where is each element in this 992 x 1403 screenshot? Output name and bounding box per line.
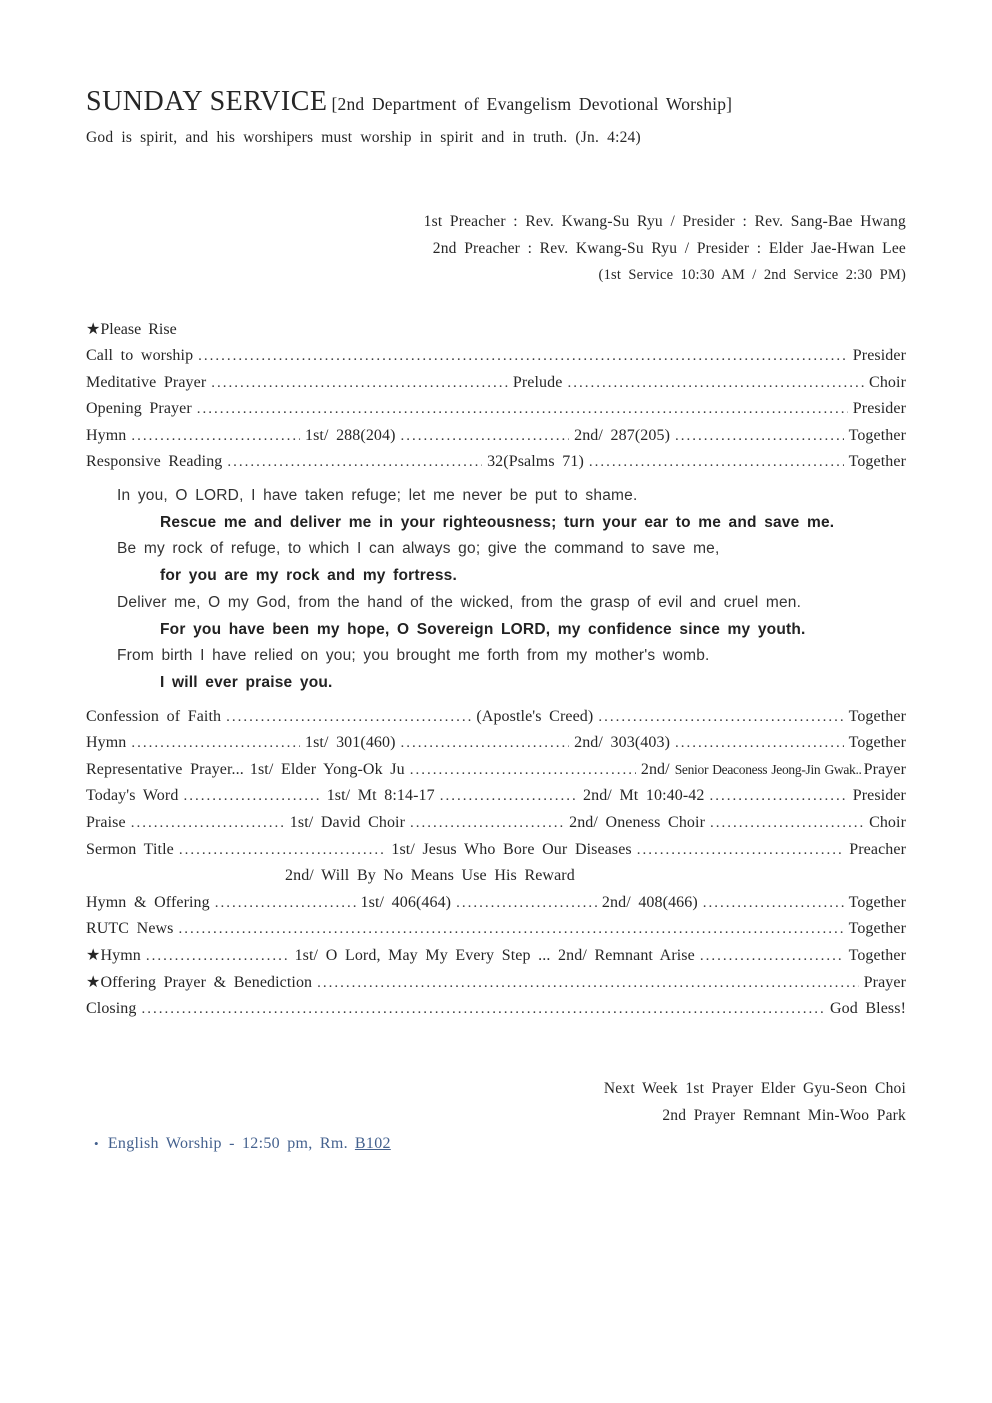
dotted-leader [710,783,848,810]
order-rows-1 [86,343,906,476]
row-representative-prayer-text: Senior Deaconess Jeong-Jin Gwak.. [674,761,862,777]
dotted-leader [226,704,471,731]
row-rutc-news [86,916,906,943]
responsive-reading-line: Be my rock of refuge, to which I can always go; give the command to save me, [117,540,720,558]
row-hymn-2-text: 2nd/ 303(403) [574,734,671,752]
row-meditative-prayer-text: Choir [869,373,906,391]
dotted-leader [637,837,845,864]
row-offering-prayer-benediction [86,970,906,997]
row-hymn-1-text: Hymn [86,426,127,444]
next-week-prayer-2: 2nd Prayer Remnant Min-Woo Park [662,1106,906,1124]
row-representative-prayer-text: 1st/ Elder Yong-Ok Ju [249,760,405,778]
row-rutc-news-text: Together [848,920,906,938]
english-worship-room: B102 [354,1135,391,1153]
row-meditative-prayer-text: Prelude [512,373,563,391]
row-closing-text: God Bless! [829,1000,906,1018]
page-title-bracket: [2nd Department of Evangelism Devotional Worship] [331,94,733,114]
row-hymn-2-text: Hymn [86,734,127,752]
responsive-reading-line: Rescue me and deliver me in your righteousness; turn your ear to me and save me. [160,513,835,531]
row-call-to-worship-text: Call to worship [86,347,194,365]
row-hymn-offering-text: 1st/ 406(464) [360,893,452,911]
dotted-leader [142,996,825,1023]
page-title: SUNDAY SERVICE [86,86,328,117]
dotted-leader [198,343,848,370]
row-opening-prayer-text: Presider [852,400,906,418]
preacher-line-1: 1st Preacher : Rev. Kwang-Su Ryu / Presider : Rev. Sang-Bae Hwang [423,213,906,230]
responsive-reading-block [86,483,906,697]
row-responsive-reading-text: Together [848,453,906,471]
row-praise-text: Choir [869,814,907,832]
row-call-to-worship [86,343,906,370]
row-meditative-prayer-text: Meditative Prayer [86,373,207,391]
preacher-line-2: 2nd Preacher : Rev. Kwang-Su Ryu / Presider : Elder Jae-Hwan Lee [432,239,906,257]
header [86,0,906,150]
row-meditative-prayer [86,370,906,397]
row-sermon-title-2 [86,863,906,890]
row-opening-prayer [86,396,906,423]
row-hymn-2-text: Together [848,734,907,752]
row-sermon-title-1 [86,837,906,864]
row-opening-prayer-text: Opening Prayer [86,400,192,418]
dotted-leader [440,783,578,810]
row-confession-of-faith [86,704,906,731]
row-representative-prayer-text: Prayer [863,760,906,778]
row-responsive-reading-text: Responsive Reading [86,453,223,471]
bulletin-content [86,0,906,1158]
row-todays-word-text: 1st/ Mt 8:14-17 [326,787,435,805]
row-todays-word [86,783,906,810]
row-praise-text: 1st/ David Choir [289,814,406,832]
order-of-service-1 [86,317,906,477]
dotted-leader [589,449,844,476]
row-sermon-title-2-text: 2nd/ Will By No Means Use His Reward [285,867,575,885]
dotted-leader [227,449,482,476]
row-confession-of-faith-text: Together [848,707,907,725]
dotted-leader [675,423,844,450]
dotted-leader [131,423,300,450]
row-rutc-news-text: RUTC News [86,920,174,938]
dotted-leader [183,783,321,810]
row-offering-prayer-benediction-text: Prayer [863,973,906,991]
preacher-block [86,209,906,289]
responsive-reading-line: for you are my rock and my fortress. [160,567,457,585]
order-of-service-2 [86,704,906,1023]
english-worship-label: English Worship - 12:50 pm, Rm. [107,1135,348,1153]
row-representative-prayer-text: Representative Prayer... [86,760,244,778]
dotted-leader [317,970,858,997]
dotted-leader [131,810,285,837]
dotted-leader [598,704,843,731]
dotted-leader [179,916,844,943]
row-praise [86,810,906,837]
dotted-leader [401,730,570,757]
row-confession-of-faith-text: (Apostle's Creed) [476,707,594,725]
row-hymn-rise-text: Together [848,947,907,965]
row-hymn-1-text: 2nd/ 287(205) [574,426,671,444]
dotted-leader [567,370,864,397]
dotted-leader [410,810,564,837]
row-closing-text: Closing [86,1000,137,1018]
scripture-subtitle: God is spirit, and his worshipers must worship in spirit and in truth. (Jn. 4:24) [86,129,641,146]
dotted-leader [703,890,844,917]
order-rows-2 [86,704,906,1023]
responsive-reading-line: In you, O LORD, I have taken refuge; let me never be put to shame. [117,487,638,505]
english-worship-note [86,1131,906,1158]
row-hymn-offering-text: Together [848,893,907,911]
next-week-prayer-1: Next Week 1st Prayer Elder Gyu-Seon Choi [603,1079,906,1097]
row-responsive-reading-text: 32(Psalms 71) [487,453,584,471]
row-sermon-title-1-text: 1st/ Jesus Who Bore Our Diseases [391,840,632,858]
row-representative-prayer-text: 2nd/ [640,760,670,778]
row-hymn-offering-text: 2nd/ 408(466) [601,893,698,911]
row-sermon-title-1-text: Sermon Title [86,840,174,858]
service-times: (1st Service 10:30 AM / 2nd Service 2:30 PM) [598,267,906,283]
dotted-leader [146,943,290,970]
title-line [86,86,906,122]
row-responsive-reading [86,449,906,476]
dotted-leader [215,890,356,917]
row-todays-word-text: 2nd/ Mt 10:40-42 [583,787,705,805]
responsive-reading-line: Deliver me, O my God, from the hand of the wicked, from the grasp of evil and cruel men. [117,593,802,611]
bullet-icon: • [94,1136,99,1152]
row-praise-text: Praise [86,814,126,832]
row-todays-word-text: Presider [852,787,906,805]
row-confession-of-faith-text: Confession of Faith [86,707,222,725]
row-hymn-2 [86,730,906,757]
dotted-leader [131,730,300,757]
row-hymn-1-text: Together [848,426,907,444]
responsive-reading-line: For you have been my hope, O Sovereign LORD, my confidence since my youth. [160,620,806,638]
row-hymn-1 [86,423,906,450]
row-hymn-rise [86,943,906,970]
row-sermon-title-1-text: Preacher [849,840,906,858]
row-representative-prayer [86,757,906,784]
dotted-leader [197,396,848,423]
row-offering-prayer-benediction-text: ★Offering Prayer & Benediction [86,973,313,991]
row-hymn-rise-text: 1st/ O Lord, May My Every Step ... 2nd/ Remnant Arise [294,947,695,965]
dotted-leader [410,757,636,784]
row-hymn-offering-text: Hymn & Offering [86,893,210,911]
row-praise-text: 2nd/ Oneness Choir [569,814,705,832]
dotted-leader [211,370,508,397]
responsive-reading-line: I will ever praise you. [160,673,333,691]
row-hymn-1-text: 1st/ 288(204) [304,426,396,444]
dotted-leader [675,730,844,757]
row-hymn-2-text: 1st/ 301(460) [304,734,396,752]
footer [86,1076,906,1158]
dotted-leader [456,890,597,917]
dotted-leader [179,837,387,864]
row-todays-word-text: Today's Word [86,787,179,805]
row-closing [86,996,906,1023]
row-hymn-rise-text: ★Hymn [86,947,141,965]
please-rise-note: ★Please Rise [86,320,177,338]
dotted-leader [700,943,844,970]
dotted-leader [401,423,570,450]
row-hymn-offering [86,890,906,917]
dotted-leader [710,810,864,837]
responsive-reading-line: From birth I have relied on you; you brought me forth from my mother's womb. [117,647,710,665]
row-call-to-worship-text: Presider [852,347,906,365]
